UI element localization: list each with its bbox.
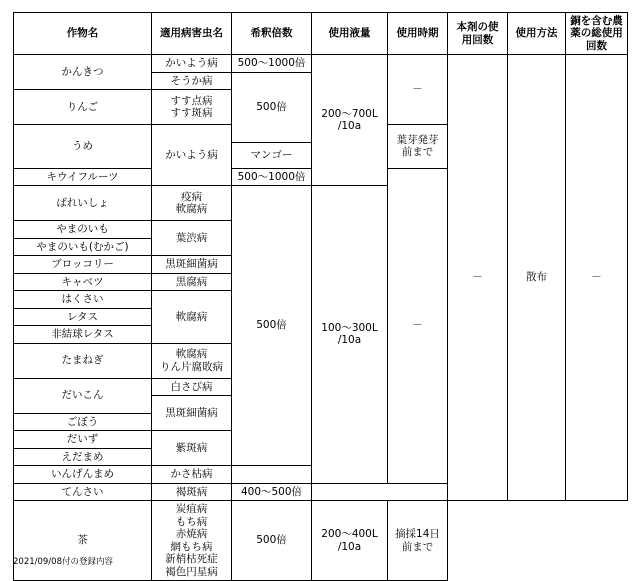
dilution-cell: 500～1000倍 xyxy=(232,168,312,186)
disease-cell: 白さび病 xyxy=(152,378,232,396)
dilution-cell: 500倍 xyxy=(232,186,312,466)
crop-cell: かんきつ xyxy=(14,55,152,90)
disease-cell: 黒斑細菌病 xyxy=(152,396,232,431)
disease-cell: 疫病 軟腐病 xyxy=(152,186,232,221)
crop-cell: ばれいしょ xyxy=(14,186,152,221)
header-copper-count: 銅を含む農 薬の総使用 回数 xyxy=(566,13,628,55)
header-use-count: 本剤の使 用回数 xyxy=(448,13,508,55)
disease-cell: 黒腐病 xyxy=(152,273,232,291)
crop-cell: はくさい xyxy=(14,291,152,309)
crop-cell: やまのいも(むかご) xyxy=(14,238,152,256)
crop-cell: いんげんまめ xyxy=(14,466,152,484)
disease-cell: 軟腐病 xyxy=(152,291,232,344)
dilution-cell: 500～1000倍 xyxy=(232,55,312,73)
crop-cell: キウイフルーツ xyxy=(14,168,152,186)
header-row xyxy=(14,13,628,55)
crop-cell: レタス xyxy=(14,308,152,326)
timing-cell: － xyxy=(388,168,448,483)
disease-cell: 紫斑病 xyxy=(152,431,232,466)
method-cell: 散布 xyxy=(508,55,566,501)
use-count-cell: － xyxy=(448,55,508,501)
crop-cell: たまねぎ xyxy=(14,343,152,378)
crop-cell: 茶 xyxy=(14,501,152,581)
header-volume: 使用液量 xyxy=(312,13,388,55)
volume-cell: 200～700L /10a xyxy=(312,55,388,186)
timing-cell: 葉芽発芽 前まで xyxy=(388,125,448,169)
disease-cell: 炭疽病 もち病 赤焼病 網もち病 新梢枯死症 褐色円星病 xyxy=(152,501,232,581)
disease-cell: すす点病 すす斑病 xyxy=(152,90,232,125)
disease-cell: そうか病 xyxy=(152,72,232,90)
crop-cell: だいず xyxy=(14,431,152,449)
copper-count-cell: － xyxy=(566,55,628,501)
header-crop: 作物名 xyxy=(14,13,152,55)
disease-cell: 葉渋病 xyxy=(152,221,232,256)
header-dilution: 希釈倍数 xyxy=(232,13,312,55)
crop-cell: りんご xyxy=(14,90,152,125)
disease-cell: 軟腐病 りん片腐敗病 xyxy=(152,343,232,378)
crop-cell: キャベツ xyxy=(14,273,152,291)
crop-cell: やまのいも xyxy=(14,221,152,239)
crop-cell: ブロッコリー xyxy=(14,256,152,274)
crop-cell: てんさい xyxy=(14,483,152,501)
header-disease: 適用病害虫名 xyxy=(152,13,232,55)
header-timing: 使用時期 xyxy=(388,13,448,55)
disease-cell: かさ枯病 xyxy=(152,466,232,484)
timing-cell: 摘採14日 前まで xyxy=(388,501,448,581)
dilution-cell: 400～500倍 xyxy=(232,483,312,501)
dilution-cell: 500倍 xyxy=(232,501,312,581)
disease-cell: かいよう病 xyxy=(152,55,232,73)
dilution-cell: 500倍 xyxy=(232,72,312,142)
registration-table xyxy=(13,12,628,581)
crop-cell: 非結球レタス xyxy=(14,326,152,344)
disease-cell: かいよう病 xyxy=(152,125,232,186)
crop-cell: マンゴー xyxy=(232,142,312,168)
registration-date-note: 2021/09/08付の登録内容 xyxy=(13,557,113,567)
crop-cell: うめ xyxy=(14,125,152,169)
header-method: 使用方法 xyxy=(508,13,566,55)
crop-cell: えだまめ xyxy=(14,448,152,466)
disease-cell: 黒斑細菌病 xyxy=(152,256,232,274)
crop-cell: だいこん xyxy=(14,378,152,413)
timing-cell: － xyxy=(388,55,448,125)
volume-cell: 100～300L /10a xyxy=(312,186,388,484)
volume-cell: 200～400L /10a xyxy=(312,501,388,581)
disease-cell: 褐斑病 xyxy=(152,483,232,501)
crop-cell: ごぼう xyxy=(14,413,152,431)
